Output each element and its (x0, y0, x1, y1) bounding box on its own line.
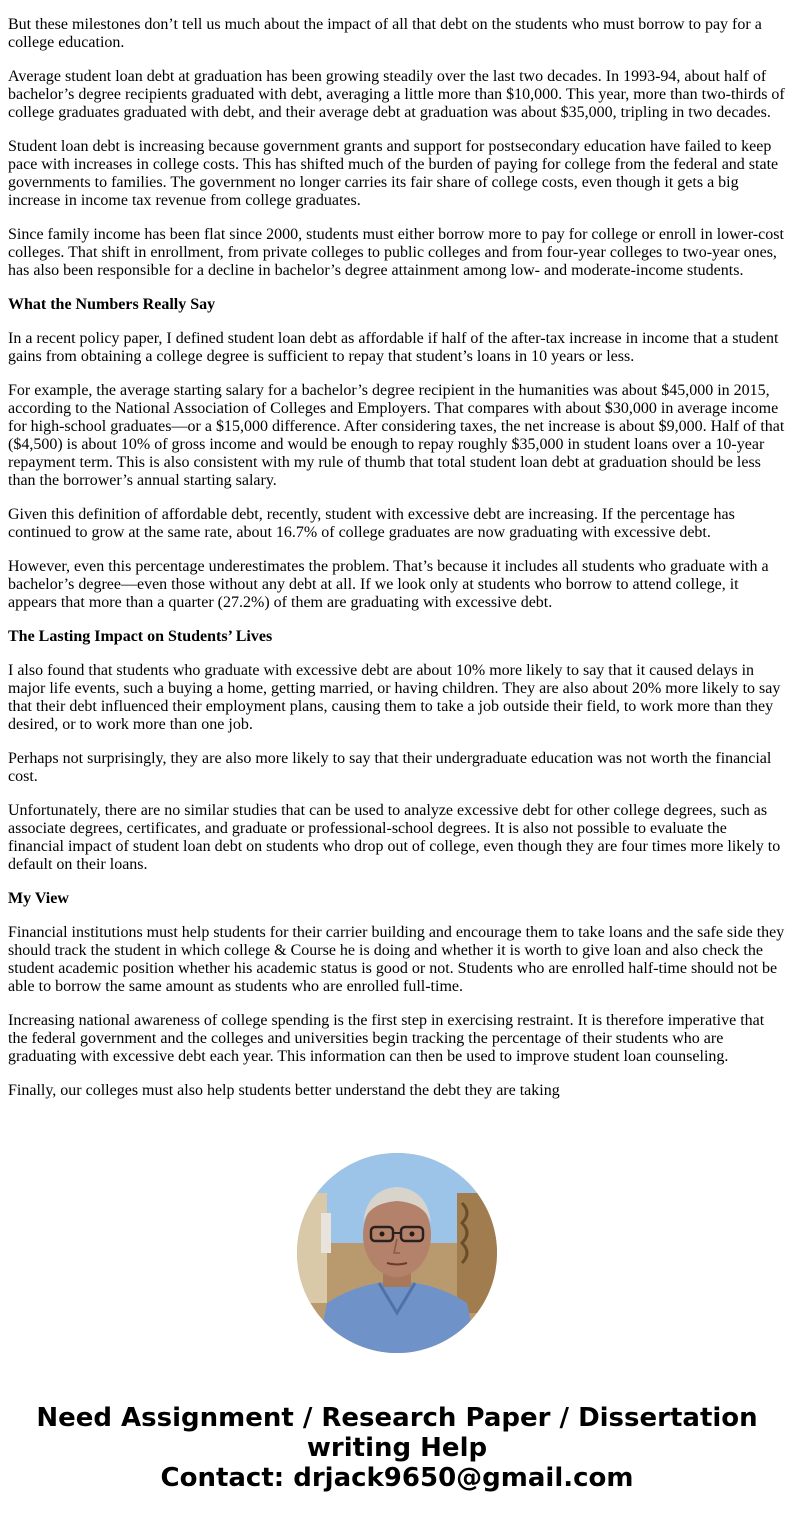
article-paragraph: In a recent policy paper, I defined student loan debt as affordable if half of the after-tax increase in income that a student gains from obtaining a college degree is sufficient to repay that student’s loans in 10 years or less. (8, 330, 779, 365)
article-paragraph: Perhaps not surprisingly, they are also more likely to say that their undergraduate education was not worth the financial cost. (8, 750, 772, 785)
contact-banner (0, 1403, 794, 1493)
article-paragraph: Average student loan debt at graduation has been growing steadily over the last two decades. In 1993-94, about half of bachelor’s degree recipients graduated with debt, averaging a little more than $10,000. This year, more than two-thirds of college graduates graduated with debt, and their average debt at graduation was about $35,000, tripling in two decades. (8, 68, 785, 121)
author-photo (297, 1153, 497, 1353)
section-heading-numbers: What the Numbers Really Say (8, 296, 216, 313)
article-paragraph: Given this definition of affordable debt, recently, student with excessive debt are increasing. If the percentage has continued to grow at the same rate, about 16.7% of college graduates are now graduating with excessive debt. (8, 506, 735, 541)
article-paragraph: For example, the average starting salary for a bachelor’s degree recipient in the humanities was about $45,000 in 2015, according to the National Association of Colleges and Employers. That compares with about $30,000 in average income for high-school graduates—or a $15,000 difference. After considering taxes, the net increase is about $9,000. Half of that ($4,500) is about 10% of gross income and would be enough to repay roughly $35,000 in student loans over a 10-year repayment term. This is also consistent with my rule of thumb that total student loan debt at graduation should be less than the borrower’s annual starting salary. (8, 382, 785, 489)
article-paragraph: Student loan debt is increasing because government grants and support for postsecondary education have failed to keep pace with increases in college costs. This has shifted much of the burden of paying for college from the federal and state governments to families. The government no longer carries its fair share of college costs, even though it gets a big increase in income tax revenue from college graduates. (8, 138, 779, 209)
author-avatar (297, 1153, 497, 1353)
cta-line-1: Need Assignment / Research Paper / Dissertation (36, 1403, 758, 1433)
section-heading-my-view: My View (8, 890, 69, 907)
article-paragraph: Financial institutions must help students for their carrier building and encourage them to take loans and the safe side they should track the student in which college & Course he is doing and whether it is worth to give loan and also check the student academic position whether his academic status is good or not. Students who are enrolled half-time should not be able to borrow the same amount as students who are enrolled full-time. (8, 924, 785, 995)
article-paragraph: But these milestones don’t tell us much about the impact of all that debt on the students who must borrow to pay for a college education. (8, 16, 762, 51)
cta-line-2: writing Help (306, 1433, 488, 1463)
article-paragraph: Since family income has been flat since 2000, students must either borrow more to pay for college or enroll in lower-cost colleges. That shift in enrollment, from private colleges to public colleges and from four-year colleges to two-year ones, has also been responsible for a decline in bachelor’s degree attainment among low- and moderate-income students. (8, 226, 784, 279)
section-heading-impact: The Lasting Impact on Students’ Lives (8, 628, 273, 645)
cta-contact-email[interactable]: Contact: drjack9650@gmail.com (160, 1463, 634, 1493)
article-paragraph: However, even this percentage underestimates the problem. That’s because it includes all students who graduate with a bachelor’s degree—even those without any debt at all. If we look only at students who borrow to attend college, it appears that more than a quarter (27.2%) of them are graduating with excessive debt. (8, 558, 769, 611)
article-paragraph: I also found that students who graduate with excessive debt are about 10% more likely to say that it caused delays in major life events, such a buying a home, getting married, or having children. They are also about 20% more likely to say that their debt influenced their employment plans, causing them to take a job outside their field, to work more than they desired, or to work more than one job. (8, 662, 781, 733)
article-paragraph: Increasing national awareness of college spending is the first step in exercising restraint. It is therefore imperative that the federal government and the colleges and universities begin tracking the percentage of their students who are graduating with excessive debt each year. This information can then be used to improve student loan counseling. (8, 1012, 765, 1065)
article-body (8, 0, 786, 1116)
article-paragraph: Finally, our colleges must also help students better understand the debt they are taking (8, 1082, 560, 1099)
article-paragraph: Unfortunately, there are no similar studies that can be used to analyze excessive debt for other college degrees, such as associate degrees, certificates, and graduate or professional-school degrees. It is also not possible to evaluate the financial impact of student loan debt on students who drop out of college, even though they are four times more likely to default on their loans. (8, 802, 781, 873)
